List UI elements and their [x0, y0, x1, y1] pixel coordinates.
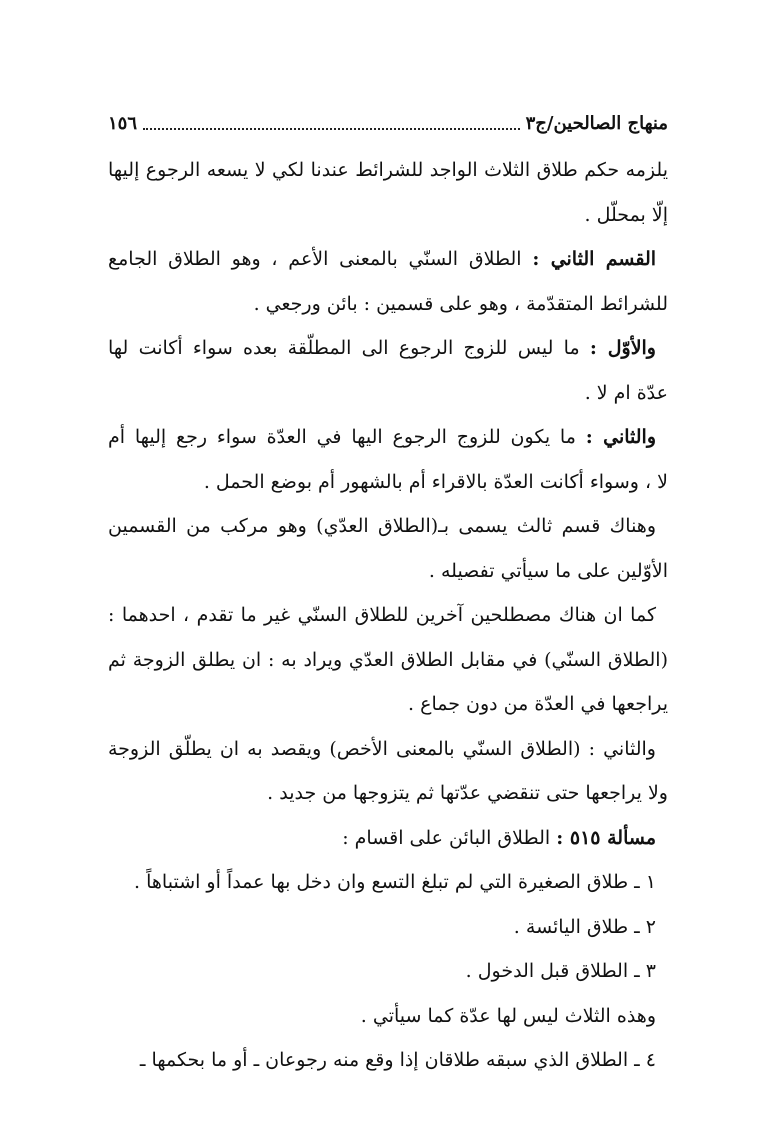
paragraph-5-line-1: وهناك قسم ثالث يسمى بـ(الطلاق العدّي) وهو مركب من القسمين: [108, 515, 656, 537]
paragraph-4-line-2: لا ، وسواء أكانت العدّة بالاقراء أم بالشهور أم بوضع الحمل .: [203, 470, 668, 493]
paragraph-3-line-1: [108, 326, 668, 371]
section-lead-first: والأوّل :: [589, 337, 656, 359]
paragraph-1-line-2: إلّا بمحلّل .: [584, 203, 668, 226]
issue-text: الطلاق البائن على اقسام :: [342, 826, 557, 849]
paragraph-4-line-1-text: ما يكون للزوج الرجوع اليها في العدّة سواء رجع إليها أم: [108, 426, 586, 448]
paragraph-7-line-1: والثاني : (الطلاق السنّي بالمعنى الأخص) ويقصد به ان يطلّق الزوجة: [108, 737, 656, 760]
section-lead-second: والثاني :: [585, 426, 656, 448]
book-title: منهاج الصالحين/ج٣: [525, 113, 668, 134]
paragraph-3-line-1-text: ما ليس للزوج الرجوع الى المطلّقة بعده سواء أكانت لها: [108, 337, 590, 359]
paragraph-7-line-2: ولا يراجعها حتى تنقضي عدّتها ثم يتزوجها من جديد .: [267, 782, 668, 804]
paragraph-6-line-2: (الطلاق السنّي) في مقابل الطلاق العدّي ويراد به : ان يطلق الزوجة ثم: [108, 648, 668, 671]
list-item: ٢ ـ طلاق اليائسة .: [513, 915, 656, 938]
issue-515-heading: [108, 816, 668, 861]
paragraph-2-line-2: للشرائط المتقدّمة ، وهو على قسمين : بائن ورجعي .: [253, 292, 668, 315]
section-lead-second-part: القسم الثاني :: [532, 248, 657, 270]
paragraph-1-line-1: يلزمه حكم طلاق الثلاث الواجد للشرائط عندنا لكي لا يسعه الرجوع إليها: [108, 159, 668, 181]
list-item: ١ ـ طلاق الصغيرة التي لم تبلغ التسع وان دخل بها عمداً أو اشتباهاً .: [134, 871, 656, 893]
paragraph-2-line-1: [108, 237, 668, 282]
issue-number: مسألة ٥١٥ :: [556, 826, 656, 849]
page-body: [108, 148, 668, 1083]
list-item: ٤ ـ الطلاق الذي سبقه طلاقان إذا وقع منه رجوعان ـ أو ما بحكمها ـ: [139, 1049, 656, 1071]
book-page: [108, 112, 668, 1083]
list-item: ٣ ـ الطلاق قبل الدخول .: [465, 960, 656, 982]
paragraph-6-line-3: يراجعها في العدّة من دون جماع .: [408, 693, 668, 715]
paragraph-5-line-2: الأوّلين على ما سيأتي تفصيله .: [428, 559, 668, 582]
paragraph-2-line-1-text: الطلاق السنّي بالمعنى الأعم ، وهو الطلاق الجامع: [108, 248, 533, 270]
list-note: وهذه الثلاث ليس لها عدّة كما سيأتي .: [360, 1004, 656, 1027]
paragraph-3-line-2: عدّة ام لا .: [584, 381, 668, 404]
page-number: ١٥٦: [108, 113, 138, 134]
header-leader-dots: [143, 128, 520, 130]
paragraph-6-line-1: كما ان هناك مصطلحين آخرين للطلاق السنّي غير ما تقدم ، احدهما :: [108, 604, 656, 626]
paragraph-4-line-1: [108, 415, 668, 460]
running-header: [108, 112, 668, 136]
